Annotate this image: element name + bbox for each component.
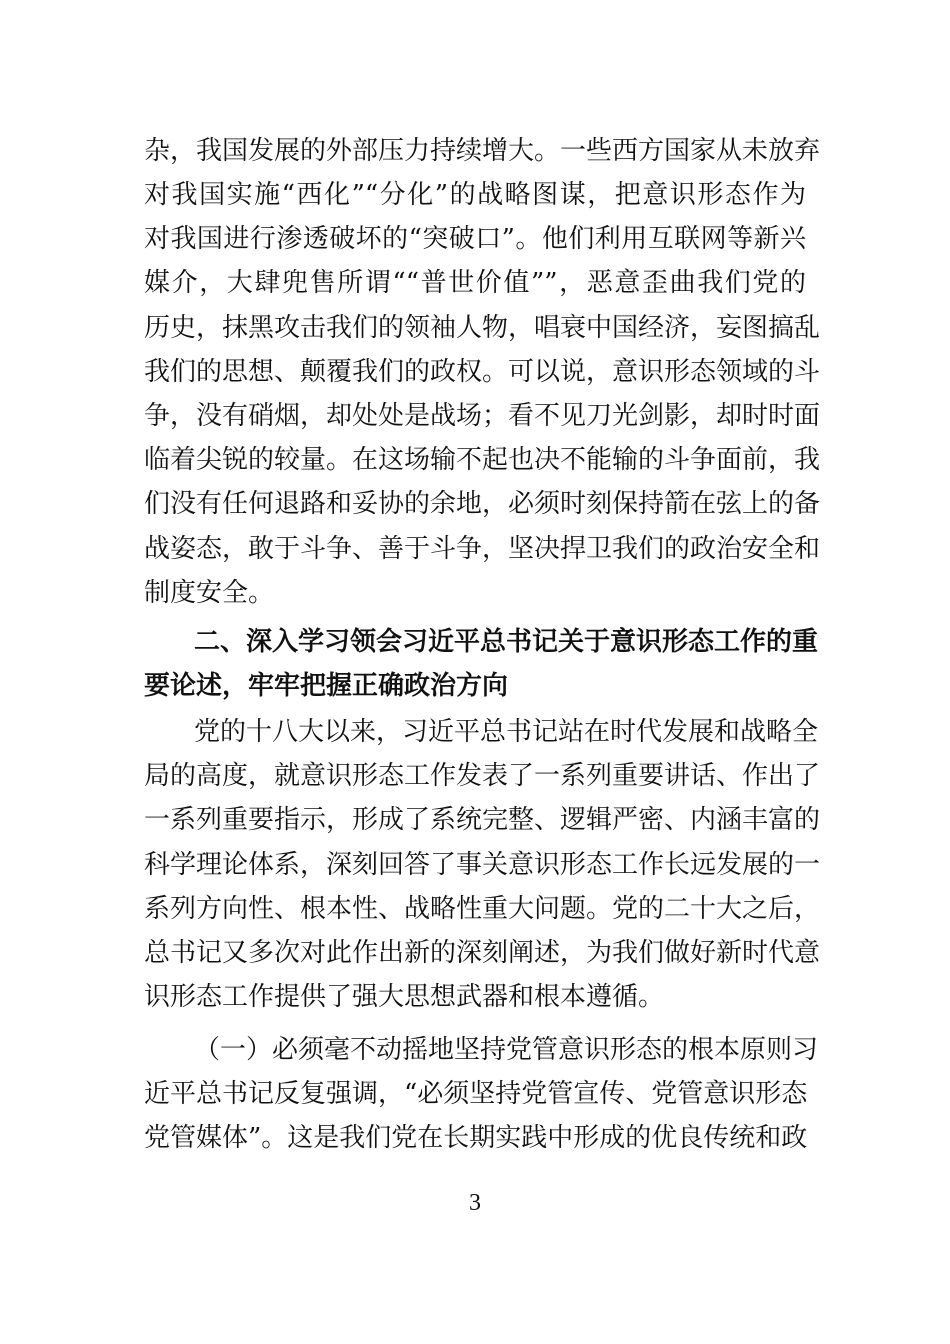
paragraph-3-line-1: （一）必须毫不动摇地坚持党管意识形态的根本原则习 <box>194 1035 819 1065</box>
paragraph-3-line-2: 近平总书记反复强调，“必须坚持党管宣传、党管意识形态 <box>144 1079 808 1109</box>
paragraph-1-line-7: 争，没有硝烟，却处处是战场；看不见刀光剑影，却时时面 <box>144 401 821 431</box>
section-heading-line-1: 二、深入学习领会习近平总书记关于意识形态工作的重 <box>194 627 819 657</box>
paragraph-1-line-11: 制度安全。 <box>144 578 275 608</box>
paragraph-2-line-7: 识形态工作提供了强大思想武器和根本遵循。 <box>144 982 665 1012</box>
paragraph-1-line-3: 对我国进行渗透破坏的“突破口”。他们利用互联网等新兴 <box>144 224 806 254</box>
paragraph-1-line-6: 我们的思想、颠覆我们的政权。可以说，意识形态领域的斗 <box>144 357 821 387</box>
paragraph-1-line-8: 临着尖锐的较量。在这场输不起也决不能输的斗争面前，我 <box>144 445 821 475</box>
paragraph-1-line-2: 对我国实施“西化”“分化”的战略图谋，把意识形态作为 <box>144 180 806 210</box>
paragraph-2-line-6: 总书记又多次对此作出新的深刻阐述，为我们做好新时代意 <box>144 938 821 968</box>
paragraph-2-line-4: 科学理论体系，深刻回答了事关意识形态工作长远发展的一 <box>144 850 821 880</box>
paragraph-1-line-9: 们没有任何退路和妥协的余地，必须时刻保持箭在弦上的备 <box>144 489 821 519</box>
section-heading-line-2: 要论述，牢牢把握正确政治方向 <box>144 671 509 701</box>
paragraph-2-line-3: 一系列重要指示，形成了系统完整、逻辑严密、内涵丰富的 <box>144 805 821 835</box>
paragraph-1-line-4: 媒介，大肆兜售所谓““普世价值””，恶意歪曲我们党的 <box>144 268 806 298</box>
paragraph-2-line-5: 系列方向性、根本性、战略性重大问题。党的二十大之后， <box>144 894 821 924</box>
paragraph-2-line-1: 党的十八大以来，习近平总书记站在时代发展和战略全 <box>194 717 819 747</box>
page-number: 3 <box>469 1190 481 1216</box>
paragraph-3-line-3: 党管媒体”。这是我们党在长期实践中形成的优良传统和政 <box>144 1123 808 1153</box>
paragraph-2-line-2: 局的高度，就意识形态工作发表了一系列重要讲话、作出了 <box>144 761 821 791</box>
paragraph-1-line-5: 历史，抹黑攻击我们的领袖人物，唱衰中国经济，妄图搞乱 <box>144 313 821 343</box>
paragraph-1-line-1: 杂，我国发展的外部压力持续增大。一些西方国家从未放弃 <box>144 136 821 166</box>
paragraph-1-line-10: 战姿态，敢于斗争、善于斗争，坚决捍卫我们的政治安全和 <box>144 534 821 564</box>
